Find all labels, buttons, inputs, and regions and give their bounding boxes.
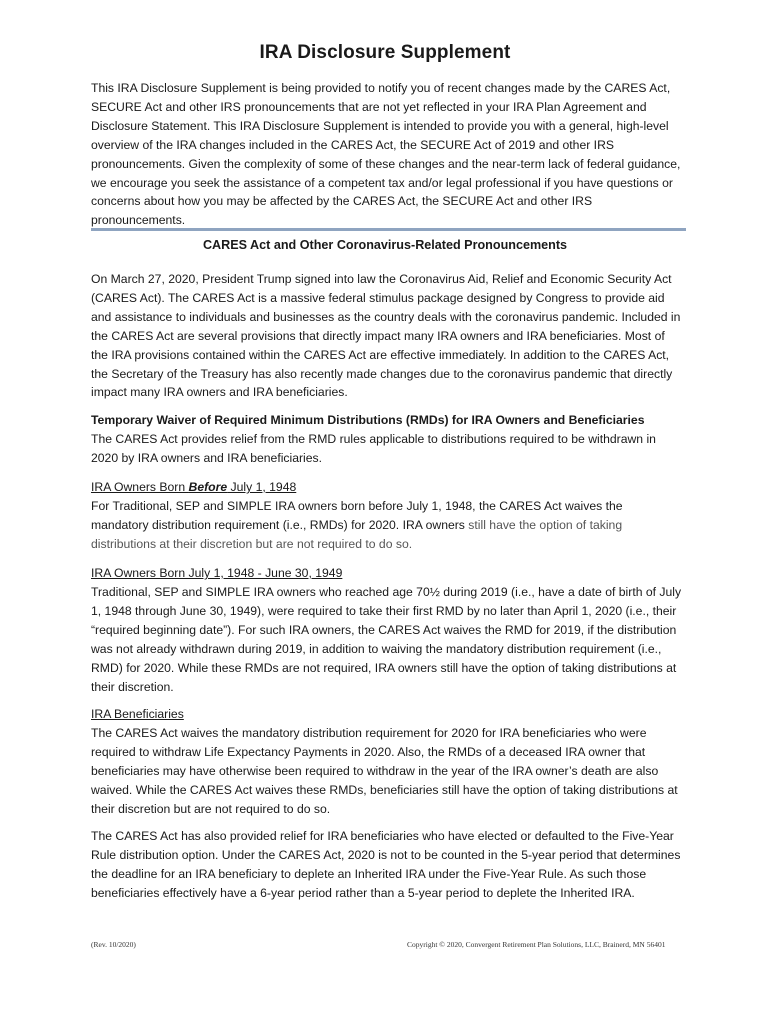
waiver-paragraph: The CARES Act provides relief from the RMD rules applicable to distributions required to be withdrawn in 2020 by IRA owners and IRA beneficiaries. xyxy=(91,432,656,465)
heading-text: IRA Beneficiaries xyxy=(91,707,184,721)
intro-paragraph: This IRA Disclosure Supplement is being provided to notify you of recent changes made by the CARES Act, SECURE Act and other IRS pronouncements that are not yet reflected in your IRA Plan Agreement and Disclosure Statement. This IRA Disclosure Supplement is intended to provide you with a general, high-level overview of the IRA changes included in the CARES Act, the SECURE Act of 2019 and other IRS pronouncements. Given the complexity of some of these changes and the near-term lack of federal guidance, we encourage you seek the assistance of a competent tax and/or legal professional if you have questions or concerns about how you may be affected by the CARES Act, the SECURE Act and other IRS pronouncements. xyxy=(91,81,681,228)
five-year-rule-paragraph: The CARES Act has also provided relief for IRA beneficiaries who have elected or defaulted to the Five-Year Rule distribution option. Under the CARES Act, 2020 is not to be counted in the 5-year period that determines the deadline for an IRA beneficiary to deplete an Inherited IRA under the Five-Year Rule. As such those beneficiaries effectively have a 6-year period rather than a 5-year period to deplete the Inherited IRA. xyxy=(91,829,681,900)
heading-emphasis: Before xyxy=(188,480,228,494)
owners-born-before-heading xyxy=(91,478,683,497)
footer-revision: (Rev. 10/2020) xyxy=(91,940,136,949)
page-title: IRA Disclosure Supplement xyxy=(259,42,511,63)
footer-copyright: Copyright © 2020, Convergent Retirement Plan Solutions, LLC, Brainerd, MN 56401 xyxy=(407,940,666,949)
heading-text: IRA Owners Born July 1, 1948 - June 30, 1949 xyxy=(91,566,343,580)
beneficiaries-heading xyxy=(91,705,683,724)
cares-paragraph: On March 27, 2020, President Trump signed into law the Coronavirus Aid, Relief and Economic Security Act (CARES Act). The CARES Act is a massive federal stimulus package designed by Congress to provide aid and assistance to individuals and businesses as the country deals with the coronavirus pandemic. Included in the CARES Act are several provisions that directly impact many IRA owners and IRA beneficiaries. Most of the IRA provisions contained within the CARES Act are effective immediately. In addition to the CARES Act, the Secretary of the Treasury has also recently made changes due to the coronavirus pandemic that directly impact many IRA owners and IRA beneficiaries. xyxy=(91,272,681,400)
paragraph-gray: still have the option of taking distributions at their discretion but are not required to do so. xyxy=(91,517,623,551)
owners-born-1948-1949-paragraph: Traditional, SEP and SIMPLE IRA owners who reached age 70½ during 2019 (i.e., have a date of birth of July 1, 1948 through June 30, 1949), were required to take their first RMD by no later than April 1, 2020 (i.e., their “required beginning date”). For such IRA owners, the CARES Act waives the RMD for 2019, if the distribution was not already withdrawn during 2019, in addition to waiving the mandatory distribution requirement (i.e., RMD) for 2020. While these RMDs are not required, IRA owners still have the option of taking distributions at their discretion. xyxy=(91,585,682,694)
section-heading: CARES Act and Other Coronavirus-Related Pronouncements xyxy=(202,238,568,252)
heading-suffix: July 1, 1948 xyxy=(227,480,297,494)
owners-born-1948-1949-heading xyxy=(91,564,683,583)
owners-born-before-paragraph xyxy=(91,497,683,554)
heading-prefix: IRA Owners Born xyxy=(91,480,189,494)
paragraph-main: For Traditional, SEP and SIMPLE IRA owners born before July 1, 1948, the CARES Act waives the mandatory distribution requirement (i.e., RMDs) for 2020. IRA owners xyxy=(91,499,623,532)
section-divider xyxy=(91,228,686,231)
waiver-heading: Temporary Waiver of Required Minimum Distributions (RMDs) for IRA Owners and Beneficiaries xyxy=(91,413,645,427)
beneficiaries-paragraph: The CARES Act waives the mandatory distribution requirement for 2020 for IRA beneficiaries who were required to withdraw Life Expectancy Payments in 2020. Also, the RMDs of a deceased IRA owner that beneficiaries may have otherwise been required to withdraw in the year of the IRA owner’s death are also waived. While the CARES Act waives these RMDs, beneficiaries still have the option of taking distributions at their discretion but are not required to do so. xyxy=(91,726,678,816)
